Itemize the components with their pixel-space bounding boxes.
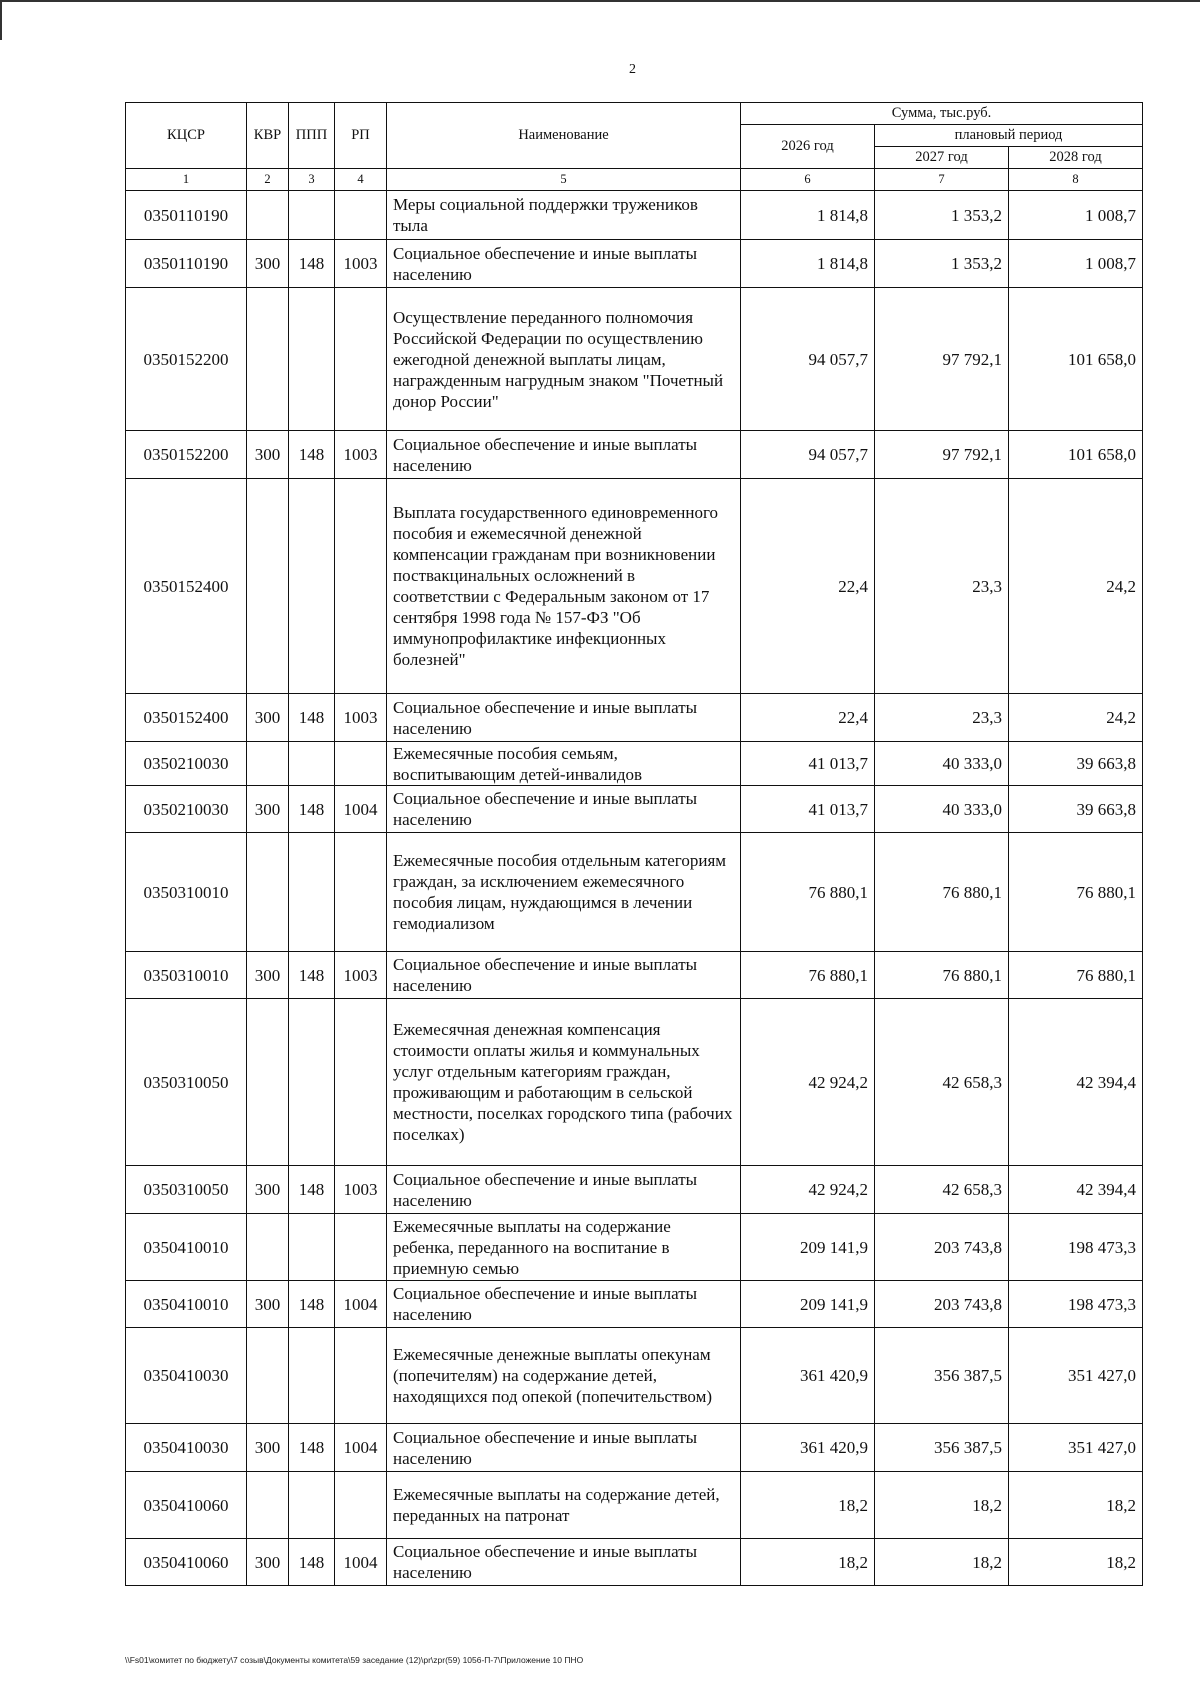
cell-amount-2028: 1 008,7 [1009,240,1143,288]
cell-amount-2028: 18,2 [1009,1472,1143,1539]
table-row [126,1472,1143,1539]
cell-amount-2027: 76 880,1 [875,833,1009,952]
cell-amount-2026: 361 420,9 [741,1424,875,1472]
table-row [126,479,1143,694]
cell-amount-2026: 22,4 [741,479,875,694]
cell-amount-2028: 76 880,1 [1009,952,1143,999]
cell-ppp: 148 [289,240,335,288]
cell-amount-2026: 361 420,9 [741,1328,875,1424]
cell-amount-2026: 42 924,2 [741,1166,875,1214]
table-row [126,1424,1143,1472]
table-row [126,786,1143,833]
cell-rp: 1004 [335,786,387,833]
cell-name: Социальное обеспечение и иные выплаты населению [387,431,741,479]
footer-file-path: \\Fs01\комитет по бюджету\7 созыв\Документы комитета\59 заседание (12)\pr\zpr(59) 1056-П-7\Приложение 10 ПНО [125,1655,584,1665]
cell-name: Ежемесячные выплаты на содержание детей, переданных на патронат [387,1472,741,1539]
cell-name: Выплата государственного единовременного пособия и ежемесячной денежной компенсации гражданам при возникновении поствакцинальных осложнений в соответствии с Федеральным законом от 17 сентября 1998 года № 157-ФЗ "Об иммунопрофилактике инфекционных болезней" [387,479,741,694]
cell-name: Социальное обеспечение и иные выплаты населению [387,1166,741,1214]
column-number: 1 [126,169,247,191]
cell-amount-2026: 1 814,8 [741,191,875,240]
cell-kvr: 300 [247,240,289,288]
cell-amount-2028: 351 427,0 [1009,1328,1143,1424]
cell-kvr: 300 [247,694,289,742]
cell-rp: 1003 [335,952,387,999]
header-rp: РП [335,103,387,169]
table-row [126,694,1143,742]
cell-name: Социальное обеспечение и иные выплаты населению [387,1424,741,1472]
cell-amount-2027: 97 792,1 [875,431,1009,479]
cell-ppp [289,833,335,952]
cell-rp: 1004 [335,1539,387,1586]
cell-kvr [247,288,289,431]
cell-kvr: 300 [247,786,289,833]
header-year-2028: 2028 год [1009,147,1143,169]
cell-ppp [289,191,335,240]
cell-kcsr: 0350410010 [126,1214,247,1281]
cell-amount-2027: 23,3 [875,479,1009,694]
cell-ppp: 148 [289,1424,335,1472]
table-row [126,240,1143,288]
cell-amount-2026: 41 013,7 [741,742,875,786]
cell-name: Ежемесячные выплаты на содержание ребенка, переданного на воспитание в приемную семью [387,1214,741,1281]
table-row [126,999,1143,1166]
cell-ppp [289,1328,335,1424]
cell-amount-2027: 356 387,5 [875,1424,1009,1472]
cell-amount-2027: 356 387,5 [875,1328,1009,1424]
cell-kcsr: 0350410030 [126,1328,247,1424]
cell-amount-2026: 22,4 [741,694,875,742]
cell-kvr: 300 [247,431,289,479]
cell-ppp: 148 [289,1281,335,1328]
cell-kcsr: 0350210030 [126,786,247,833]
cell-ppp: 148 [289,952,335,999]
cell-rp [335,288,387,431]
cell-ppp: 148 [289,694,335,742]
cell-ppp [289,1214,335,1281]
cell-kvr [247,833,289,952]
cell-ppp: 148 [289,1539,335,1586]
cell-kcsr: 0350152200 [126,431,247,479]
table-body [126,191,1143,1586]
cell-ppp [289,742,335,786]
cell-amount-2028: 198 473,3 [1009,1214,1143,1281]
cell-rp [335,1472,387,1539]
cell-ppp [289,999,335,1166]
cell-name: Ежемесячные пособия семьям, воспитывающим детей-инвалидов [387,742,741,786]
cell-name: Социальное обеспечение и иные выплаты населению [387,786,741,833]
cell-amount-2027: 203 743,8 [875,1281,1009,1328]
cell-kcsr: 0350310010 [126,833,247,952]
column-number: 7 [875,169,1009,191]
cell-amount-2026: 42 924,2 [741,999,875,1166]
cell-kcsr: 0350410060 [126,1472,247,1539]
cell-rp: 1003 [335,240,387,288]
cell-name: Ежемесячные денежные выплаты опекунам (попечителям) на содержание детей, находящихся под опекой (попечительством) [387,1328,741,1424]
cell-kvr [247,1472,289,1539]
cell-kvr [247,1214,289,1281]
table-row [126,1166,1143,1214]
cell-amount-2026: 1 814,8 [741,240,875,288]
cell-amount-2027: 1 353,2 [875,191,1009,240]
cell-amount-2027: 18,2 [875,1539,1009,1586]
scan-edge-left [0,0,2,40]
cell-amount-2027: 42 658,3 [875,999,1009,1166]
cell-kvr [247,999,289,1166]
cell-kcsr: 0350110190 [126,240,247,288]
cell-ppp [289,1472,335,1539]
cell-ppp [289,479,335,694]
cell-kvr: 300 [247,952,289,999]
cell-kcsr: 0350210030 [126,742,247,786]
cell-rp [335,479,387,694]
table-row [126,1281,1143,1328]
header-planning-period: плановый период [875,125,1143,147]
cell-amount-2027: 40 333,0 [875,786,1009,833]
cell-kcsr: 0350110190 [126,191,247,240]
cell-rp: 1004 [335,1281,387,1328]
page-number: 2 [629,62,636,77]
header-kvr: КВР [247,103,289,169]
cell-kcsr: 0350152400 [126,694,247,742]
cell-amount-2027: 42 658,3 [875,1166,1009,1214]
header-kcsr: КЦСР [126,103,247,169]
cell-amount-2028: 18,2 [1009,1539,1143,1586]
cell-ppp [289,288,335,431]
header-sum: Сумма, тыс.руб. [741,103,1143,125]
cell-name: Осуществление переданного полномочия Российской Федерации по осуществлению ежегодной денежной выплаты лицам, награжденным нагрудным знаком "Почетный донор России" [387,288,741,431]
cell-kcsr: 0350410030 [126,1424,247,1472]
cell-amount-2027: 97 792,1 [875,288,1009,431]
cell-ppp: 148 [289,431,335,479]
table-row [126,1328,1143,1424]
cell-amount-2026: 76 880,1 [741,952,875,999]
cell-amount-2028: 24,2 [1009,694,1143,742]
cell-amount-2028: 351 427,0 [1009,1424,1143,1472]
table-row [126,742,1143,786]
cell-amount-2026: 209 141,9 [741,1214,875,1281]
cell-kvr [247,1328,289,1424]
cell-kvr [247,742,289,786]
cell-amount-2028: 39 663,8 [1009,786,1143,833]
table-row [126,1539,1143,1586]
cell-name: Социальное обеспечение и иные выплаты населению [387,1539,741,1586]
cell-amount-2026: 41 013,7 [741,786,875,833]
cell-rp [335,191,387,240]
cell-kcsr: 0350152400 [126,479,247,694]
column-number: 4 [335,169,387,191]
table-row [126,952,1143,999]
cell-kcsr: 0350152200 [126,288,247,431]
cell-rp: 1004 [335,1424,387,1472]
cell-rp: 1003 [335,431,387,479]
cell-kvr: 300 [247,1539,289,1586]
cell-ppp: 148 [289,1166,335,1214]
cell-amount-2028: 24,2 [1009,479,1143,694]
cell-rp [335,1328,387,1424]
budget-table [125,102,1143,1586]
cell-amount-2027: 18,2 [875,1472,1009,1539]
table-row [126,191,1143,240]
header-year-2027: 2027 год [875,147,1009,169]
cell-amount-2026: 209 141,9 [741,1281,875,1328]
table-row [126,1214,1143,1281]
cell-kvr: 300 [247,1166,289,1214]
header-name: Наименование [387,103,741,169]
cell-kcsr: 0350310050 [126,1166,247,1214]
cell-kcsr: 0350310010 [126,952,247,999]
column-number: 8 [1009,169,1143,191]
column-number: 2 [247,169,289,191]
cell-rp [335,833,387,952]
cell-kcsr: 0350310050 [126,999,247,1166]
cell-rp: 1003 [335,694,387,742]
cell-amount-2027: 40 333,0 [875,742,1009,786]
column-number: 3 [289,169,335,191]
cell-amount-2027: 203 743,8 [875,1214,1009,1281]
cell-rp [335,999,387,1166]
cell-rp [335,1214,387,1281]
cell-kvr: 300 [247,1281,289,1328]
cell-amount-2028: 42 394,4 [1009,1166,1143,1214]
cell-ppp: 148 [289,786,335,833]
header-ppp: ППП [289,103,335,169]
cell-amount-2027: 23,3 [875,694,1009,742]
cell-name: Ежемесячные пособия отдельным категориям граждан, за исключением ежемесячного пособия лицам, нуждающимся в лечении гемодиализом [387,833,741,952]
cell-kcsr: 0350410060 [126,1539,247,1586]
cell-name: Социальное обеспечение и иные выплаты населению [387,952,741,999]
cell-amount-2026: 76 880,1 [741,833,875,952]
cell-name: Социальное обеспечение и иные выплаты населению [387,694,741,742]
cell-amount-2028: 1 008,7 [1009,191,1143,240]
cell-amount-2028: 101 658,0 [1009,431,1143,479]
scan-edge-top [0,0,1200,2]
cell-kvr: 300 [247,1424,289,1472]
cell-amount-2026: 94 057,7 [741,288,875,431]
cell-amount-2028: 101 658,0 [1009,288,1143,431]
cell-amount-2026: 18,2 [741,1472,875,1539]
cell-amount-2028: 76 880,1 [1009,833,1143,952]
table-row [126,833,1143,952]
column-number: 6 [741,169,875,191]
cell-kvr [247,479,289,694]
header-year-2026: 2026 год [741,125,875,169]
column-number: 5 [387,169,741,191]
cell-amount-2026: 94 057,7 [741,431,875,479]
cell-amount-2027: 76 880,1 [875,952,1009,999]
cell-amount-2026: 18,2 [741,1539,875,1586]
cell-name: Социальное обеспечение и иные выплаты населению [387,240,741,288]
cell-kcsr: 0350410010 [126,1281,247,1328]
cell-amount-2028: 42 394,4 [1009,999,1143,1166]
table-row [126,288,1143,431]
cell-amount-2028: 39 663,8 [1009,742,1143,786]
cell-rp: 1003 [335,1166,387,1214]
cell-amount-2027: 1 353,2 [875,240,1009,288]
table-row [126,431,1143,479]
cell-kvr [247,191,289,240]
cell-amount-2028: 198 473,3 [1009,1281,1143,1328]
cell-name: Меры социальной поддержки тружеников тыла [387,191,741,240]
cell-name: Социальное обеспечение и иные выплаты населению [387,1281,741,1328]
cell-name: Ежемесячная денежная компенсация стоимости оплаты жилья и коммунальных услуг отдельным категориям граждан, проживающим и работающим в сельской местности, поселках городского типа (рабочих поселках) [387,999,741,1166]
cell-rp [335,742,387,786]
